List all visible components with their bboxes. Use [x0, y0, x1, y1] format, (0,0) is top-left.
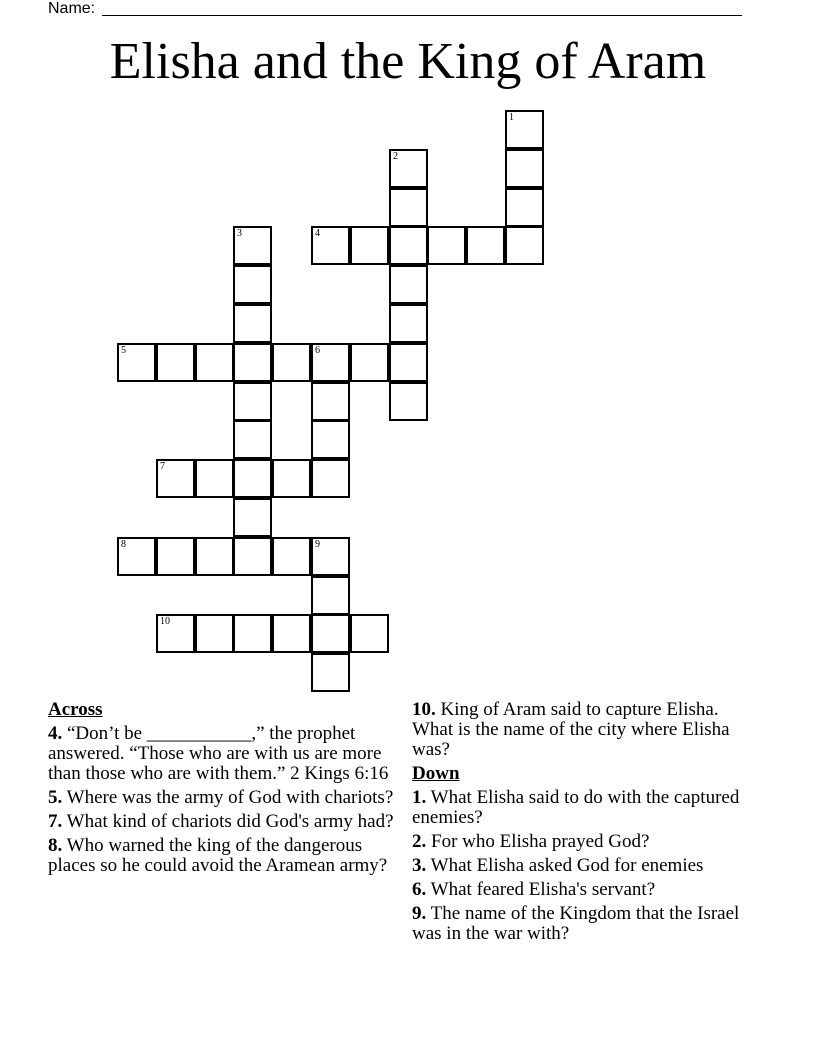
crossword-cell[interactable] [233, 537, 272, 576]
crossword-cell[interactable] [233, 459, 272, 498]
clue-text: What Elisha asked God for enemies [430, 855, 704, 876]
clue-number: 5. [48, 787, 63, 808]
crossword-cell[interactable] [156, 614, 195, 653]
crossword-cell[interactable] [272, 614, 311, 653]
cell-number: 2 [393, 151, 398, 162]
clues-right-column [412, 700, 762, 948]
clue-number: 1. [412, 787, 427, 808]
clues-section [0, 700, 816, 1000]
clue-text: What feared Elisha's servant? [430, 879, 656, 900]
page-title: Elisha and the King of Aram [109, 33, 707, 90]
crossword-cell[interactable] [272, 537, 311, 576]
clue-across-10 [412, 700, 762, 760]
clue-number: 10. [412, 699, 436, 720]
crossword-cell[interactable] [350, 614, 389, 653]
clue-across-4 [48, 724, 404, 784]
cell-number: 8 [121, 539, 126, 550]
crossword-cell[interactable] [311, 653, 350, 692]
clue-number: 2. [412, 831, 427, 852]
clue-across-8 [48, 836, 404, 876]
crossword-cell[interactable] [311, 343, 350, 382]
crossword-cell[interactable] [156, 459, 195, 498]
down-heading: Down [412, 763, 460, 784]
crossword-cell[interactable] [389, 382, 428, 421]
cell-number: 10 [160, 616, 170, 627]
clues-left-column [48, 700, 404, 880]
cell-number: 4 [315, 228, 320, 239]
cell-number: 5 [121, 345, 126, 356]
crossword-cell[interactable] [233, 614, 272, 653]
clue-text: For who Elisha prayed God? [431, 831, 650, 852]
crossword-cell[interactable] [156, 537, 195, 576]
crossword-cell[interactable] [389, 188, 428, 227]
crossword-cell[interactable] [505, 188, 544, 227]
crossword-cell[interactable] [233, 343, 272, 382]
crossword-cell[interactable] [195, 614, 234, 653]
crossword-cell[interactable] [311, 614, 350, 653]
crossword-cell[interactable] [505, 149, 544, 188]
crossword-cell[interactable] [389, 149, 428, 188]
crossword-cell[interactable] [233, 226, 272, 265]
clue-number: 4. [48, 723, 63, 744]
clue-text: “Don’t be ___________,” the prophet answered. “Those who are with us are more than those who are with them.” 2 Kings 6:16 [48, 723, 389, 784]
clue-number: 3. [412, 855, 427, 876]
clue-number: 8. [48, 835, 63, 856]
crossword-cell[interactable] [389, 226, 428, 265]
across-heading: Across [48, 699, 103, 720]
cell-number: 9 [315, 539, 320, 550]
crossword-cell[interactable] [466, 226, 505, 265]
crossword-cell[interactable] [311, 459, 350, 498]
crossword-cell[interactable] [272, 459, 311, 498]
clue-across-5 [48, 788, 404, 808]
clue-down-1 [412, 788, 762, 828]
crossword-cell[interactable] [311, 382, 350, 421]
clue-text: What kind of chariots did God's army had? [66, 811, 394, 832]
clue-number: 9. [412, 903, 427, 924]
crossword-cell[interactable] [350, 343, 389, 382]
clue-text: The name of the Kingdom that the Israel was in the war with? [412, 903, 740, 944]
crossword-cell[interactable] [389, 304, 428, 343]
cell-number: 3 [237, 228, 242, 239]
name-label: Name: [48, 0, 96, 17]
crossword-cell[interactable] [233, 304, 272, 343]
crossword-cell[interactable] [195, 459, 234, 498]
crossword-cell[interactable] [233, 382, 272, 421]
crossword-cell[interactable] [505, 110, 544, 149]
clue-text: Who warned the king of the dangerous places so he could avoid the Aramean army? [48, 835, 388, 876]
clue-number: 6. [412, 879, 427, 900]
crossword-cell[interactable] [311, 420, 350, 459]
crossword-cell[interactable] [272, 343, 311, 382]
clue-text: What Elisha said to do with the captured enemies? [412, 787, 740, 828]
crossword-cell[interactable] [427, 226, 466, 265]
crossword-cell[interactable] [350, 226, 389, 265]
clue-number: 7. [48, 811, 63, 832]
clue-down-3 [412, 856, 762, 876]
clue-down-2 [412, 832, 762, 852]
clue-text: King of Aram said to capture Elisha. What is the name of the city where Elisha was? [412, 699, 730, 760]
crossword-cell[interactable] [233, 265, 272, 304]
clue-down-6 [412, 880, 762, 900]
clue-text: Where was the army of God with chariots? [66, 787, 394, 808]
crossword-cell[interactable] [156, 343, 195, 382]
crossword-cell[interactable] [389, 343, 428, 382]
cell-number: 7 [160, 461, 165, 472]
crossword-cell[interactable] [195, 343, 234, 382]
clue-across-7 [48, 812, 404, 832]
crossword-cell[interactable] [233, 498, 272, 537]
cell-number: 6 [315, 345, 320, 356]
crossword-cell[interactable] [117, 537, 156, 576]
crossword-cell[interactable] [389, 265, 428, 304]
crossword-cell[interactable] [311, 226, 350, 265]
crossword-cell[interactable] [233, 420, 272, 459]
cell-number: 1 [509, 112, 514, 123]
crossword-cell[interactable] [311, 576, 350, 615]
clue-down-9 [412, 904, 762, 944]
crossword-cell[interactable] [505, 226, 544, 265]
crossword-cell[interactable] [195, 537, 234, 576]
crossword-cell[interactable] [311, 537, 350, 576]
crossword-cell[interactable] [117, 343, 156, 382]
